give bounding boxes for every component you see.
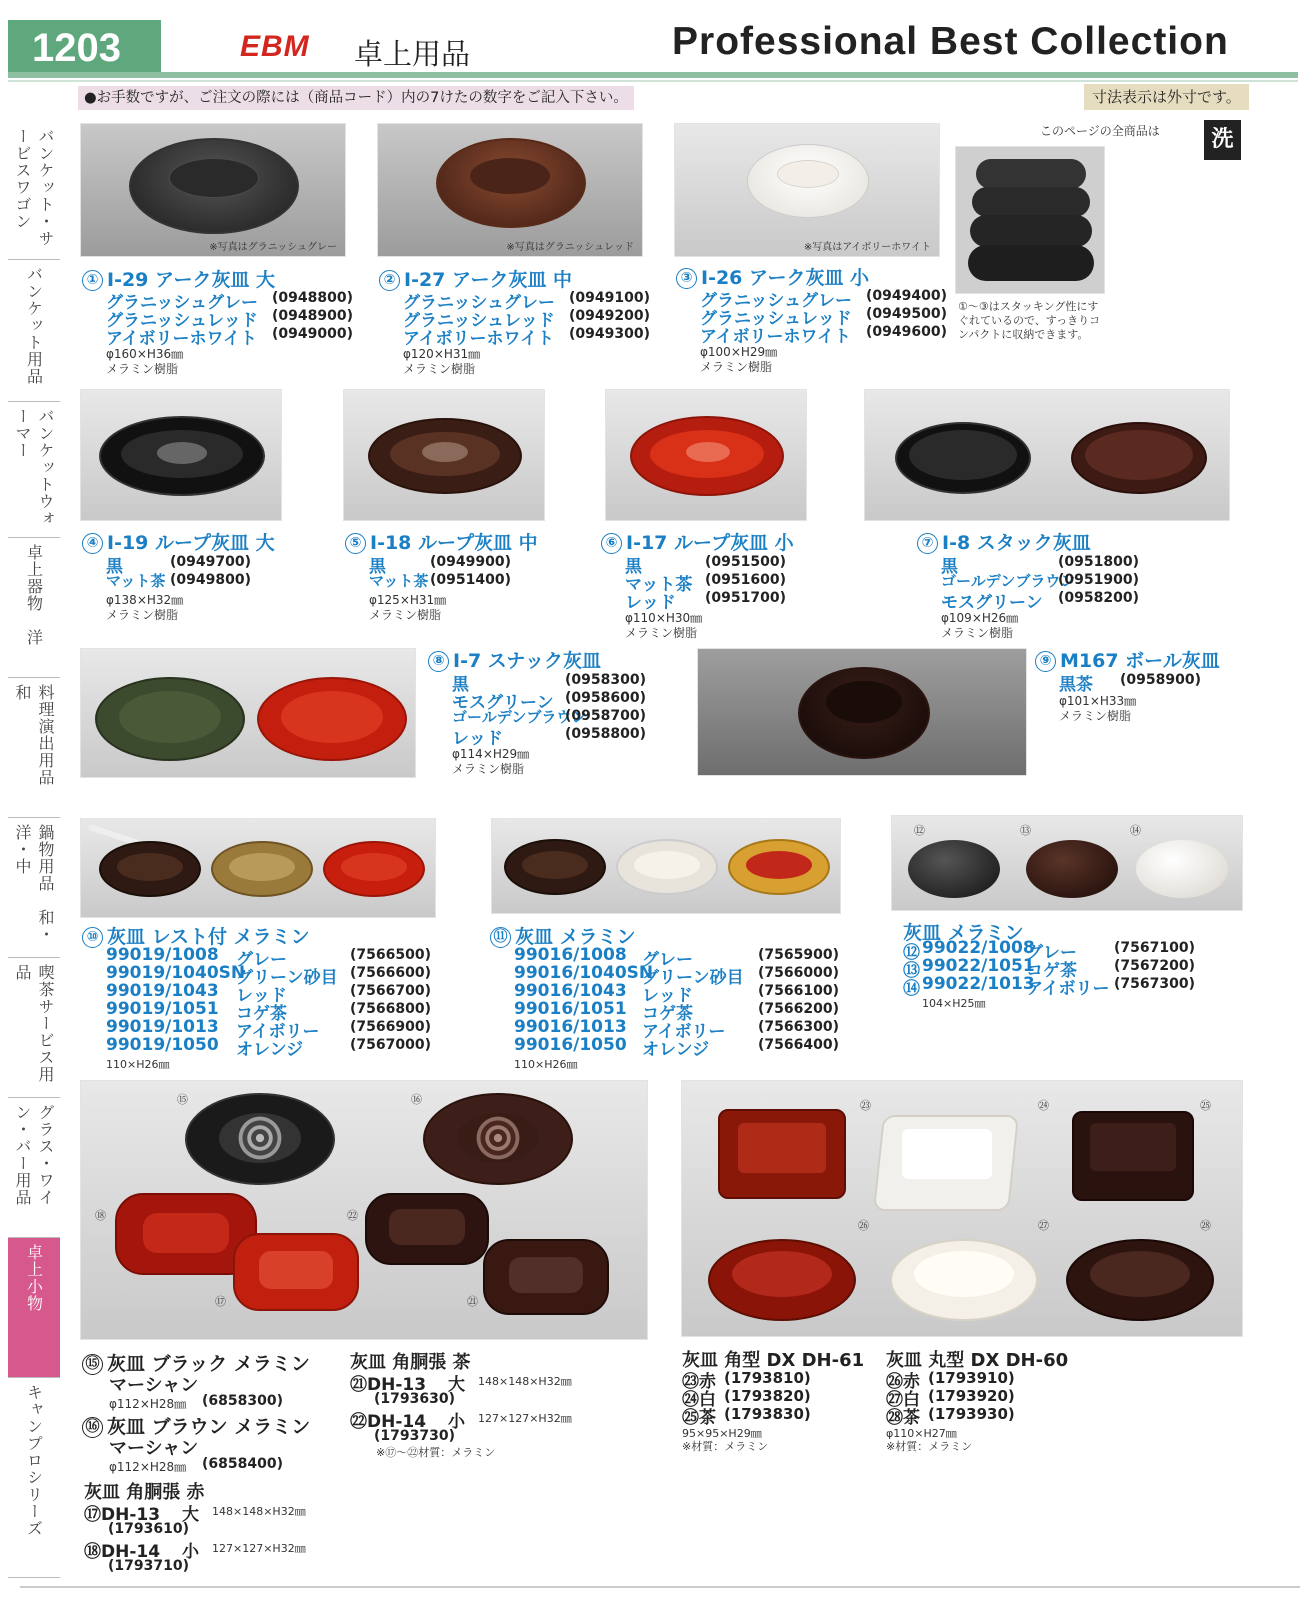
photo-label: ⑱ (95, 1209, 106, 1222)
product-code: (0958200) (1058, 590, 1139, 606)
product-code: (1793630) (374, 1391, 455, 1407)
product-title-dh60: 灰皿 丸型 DX DH-60 (886, 1350, 1069, 1371)
product-photo-11 (491, 818, 841, 914)
product-code: (6858300) (202, 1393, 283, 1409)
product-code: (0949200) (569, 308, 650, 324)
product-material: メラミン樹脂 (403, 362, 476, 376)
product-size: φ112×H28㎜ (109, 1397, 187, 1411)
product-material: メラミン樹脂 (1059, 709, 1132, 723)
product-material: メラミン樹脂 (369, 608, 442, 622)
product-size: 148×148×H32㎜ (212, 1505, 306, 1518)
variant-name: マット茶 (106, 572, 166, 590)
product-code: (1793830) (724, 1405, 811, 1423)
variant-name: 黒 (452, 675, 469, 695)
product-code: (0958900) (1120, 672, 1201, 688)
variant-name: グレー (236, 950, 287, 970)
variant-name: コゲ茶 (1026, 961, 1077, 981)
variant-name: グラニッシュグレー (700, 291, 852, 311)
product-code: (0951900) (1058, 572, 1139, 588)
product-code: (0949900) (430, 554, 511, 570)
photo-label: ⑮ (177, 1093, 188, 1106)
product-code: (1793930) (928, 1405, 1015, 1423)
variant-name: グラニッシュレッド (700, 309, 852, 329)
product-photo-15-22 (80, 1080, 648, 1340)
sidebar-tab-cafe-service[interactable]: 喫茶サービス用品 (8, 958, 60, 1098)
product-title-3: ③ I-26 アーク灰皿 小 (676, 263, 869, 290)
product-code: (0949600) (866, 324, 947, 340)
model-number: 99019/1013 (106, 1017, 219, 1037)
model-number: 99022/1051 (922, 956, 1035, 976)
product-item-21: ㉑DH-13 (350, 1375, 427, 1395)
photo-label: ㉖ (858, 1219, 869, 1232)
product-code: (0949400) (866, 288, 947, 304)
photo-label: ㉕ (1200, 1099, 1211, 1112)
variant-name: ゴールデンブラウン (941, 572, 1076, 590)
product-size: φ160×H36㎜ (106, 347, 184, 361)
stacked-photo (955, 146, 1105, 294)
product-size: φ114×H29㎜ (452, 747, 530, 761)
product-material: メラミン樹脂 (625, 626, 698, 640)
size-grade: 大 (182, 1505, 199, 1525)
model-number: 99016/1013 (514, 1017, 627, 1037)
product-title-10: ⑩ 灰皿 レスト付 メラミン (82, 922, 310, 949)
product-code: (7566700) (350, 983, 431, 999)
product-title-9: ⑨ M167 ボール灰皿 (1035, 646, 1220, 673)
photo-label: ㉗ (1038, 1219, 1049, 1232)
model-number: 99022/1008 (922, 938, 1035, 958)
product-size: φ110×H27㎜ (886, 1427, 957, 1440)
photo-label: ⑯ (411, 1093, 422, 1106)
product-code: (6858400) (202, 1456, 283, 1472)
product-size: 95×95×H29㎜ (682, 1427, 762, 1440)
header-rule-thin (8, 80, 1298, 82)
variant-name: アイボリー (642, 1022, 726, 1042)
product-photo-6 (605, 389, 807, 521)
variant-name: モスグリーン (452, 693, 554, 713)
variant-name: アイボリー (1026, 979, 1110, 999)
product-title-11: ⑪ 灰皿 メラミン (490, 922, 636, 949)
product-title-15: ⑮ 灰皿 ブラック メラミン (82, 1349, 310, 1376)
brand-title: Professional Best Collection (672, 20, 1229, 63)
product-code: (0958800) (565, 726, 646, 742)
product-title-2: ② I-27 アーク灰皿 中 (379, 265, 572, 292)
sidebar-tab-banquet-wagon[interactable]: バンケット・サービスワゴン (8, 122, 60, 260)
product-code: (0949000) (272, 326, 353, 342)
model-number: 99016/1050 (514, 1035, 627, 1055)
size-grade: 小 (182, 1542, 199, 1562)
variant-name: グラニッシュレッド (106, 311, 258, 331)
product-code: (1793920) (928, 1387, 1015, 1405)
product-item-17: ⑰DH-13 (84, 1505, 161, 1525)
product-title-21-22: 灰皿 角胴張 茶 (350, 1352, 471, 1373)
product-code: (1793610) (108, 1521, 189, 1537)
product-item-26: ㉖赤 (886, 1372, 920, 1392)
product-code: (0949100) (569, 290, 650, 306)
product-code: (7567200) (1114, 958, 1195, 974)
model-number: 99019/1040SN (106, 963, 246, 983)
product-size: φ100×H29㎜ (700, 345, 778, 359)
variant-name: アイボリー (236, 1022, 320, 1042)
variant-name: オレンジ (642, 1040, 710, 1060)
product-code: (0949800) (170, 572, 251, 588)
sidebar-tab-table-accessories[interactable]: 卓上小物 (8, 1238, 60, 1378)
product-item-23: ㉓赤 (682, 1372, 716, 1392)
sidebar-tab-cooking-japanese[interactable]: 料理演出用品 和 (8, 678, 60, 818)
product-item-22: ㉒DH-14 (350, 1412, 427, 1432)
product-size: φ112×H28㎜ (109, 1460, 187, 1474)
variant-name: アイボリーホワイト (403, 329, 554, 349)
dishwasher-icon: 洗 (1204, 120, 1241, 160)
product-size: 104×H25㎜ (922, 997, 986, 1010)
product-item-24: ㉔白 (682, 1390, 716, 1410)
variant-name: 黒 (625, 557, 642, 577)
product-size: φ138×H32㎜ (106, 593, 184, 607)
product-code: (0951600) (705, 572, 786, 588)
product-title-7: ⑦ I-8 スタック灰皿 (917, 528, 1091, 555)
variant-name: グリーン砂目 (236, 968, 338, 988)
product-code: (0958300) (565, 672, 646, 688)
product-photo-4 (80, 389, 282, 521)
product-code: (0948900) (272, 308, 353, 324)
product-code: (7566800) (350, 1001, 431, 1017)
footer-rule (20, 1586, 1300, 1588)
model-number: 99016/1008 (514, 945, 627, 965)
product-code: (0958700) (565, 708, 646, 724)
product-code: (7567100) (1114, 940, 1195, 956)
variant-name: レッド (236, 986, 287, 1006)
product-code: (0951800) (1058, 554, 1139, 570)
model-number: 99019/1051 (106, 999, 219, 1019)
product-subtitle: マーシャン (109, 1438, 199, 1459)
product-material: メラミン樹脂 (941, 626, 1014, 640)
page-number: 1203 (8, 20, 161, 76)
header-rule (8, 72, 1298, 78)
variant-name: アイボリーホワイト (700, 327, 851, 347)
product-title-5: ⑤ I-18 ループ灰皿 中 (345, 528, 538, 555)
product-size: 148×148×H32㎜ (478, 1375, 572, 1388)
product-item-25: ㉕茶 (682, 1408, 716, 1428)
product-title-16: ⑯ 灰皿 ブラウン メラミン (82, 1412, 310, 1439)
variant-number: ⑬ (903, 961, 920, 981)
variant-name: グラニッシュレッド (403, 311, 555, 331)
product-item-27: ㉗白 (886, 1390, 920, 1410)
product-item-18: ⑱DH-14 (84, 1542, 161, 1562)
photo-label: ㉓ (860, 1099, 871, 1112)
photo-label: ⑭ (1130, 824, 1141, 837)
product-code: (0949500) (866, 306, 947, 322)
product-material: メラミン樹脂 (700, 360, 773, 374)
variant-name: レッド (642, 986, 693, 1006)
size-note: 寸法表示は外寸です。 (1084, 84, 1249, 110)
variant-name: レッド (625, 593, 676, 613)
photo-label: ㉘ (1200, 1219, 1211, 1232)
product-photo-1 (80, 123, 346, 257)
product-title-12: 灰皿 メラミン (903, 922, 1024, 944)
product-photo-7 (864, 389, 1230, 521)
order-notice: ●お手数ですが、ご注文の際には（商品コード）内の7けたの数字をご記入下さい。 (78, 86, 634, 110)
product-subtitle: マーシャン (109, 1375, 199, 1396)
variant-name: グレー (1026, 943, 1077, 963)
product-code: (0949300) (569, 326, 650, 342)
model-number: 99022/1013 (922, 974, 1035, 994)
sidebar-tab-glass-wine-bar[interactable]: グラス・ワイン・バー用品 (8, 1098, 60, 1238)
product-size: φ110×H30㎜ (625, 611, 703, 625)
product-code: (7566500) (350, 947, 431, 963)
variant-name: マット茶 (625, 575, 693, 595)
variant-name: アイボリーホワイト (106, 329, 257, 349)
product-code: (0949700) (170, 554, 251, 570)
product-material: メラミン樹脂 (106, 362, 179, 376)
product-code: (7566100) (758, 983, 839, 999)
product-photo-23-28 (681, 1080, 1243, 1337)
product-photo-5 (343, 389, 545, 521)
stacking-note: ①〜③はスタッキング性にすぐれているので、すっきりコンパクトに収納できます。 (958, 300, 1101, 341)
variant-name: オレンジ (236, 1040, 304, 1060)
model-number: 99019/1050 (106, 1035, 219, 1055)
product-code: (7566900) (350, 1019, 431, 1035)
model-number: 99019/1008 (106, 945, 219, 965)
product-code: (7567300) (1114, 976, 1195, 992)
photo-label: ㉔ (1038, 1099, 1049, 1112)
product-code: (1793820) (724, 1387, 811, 1405)
product-code: (0951400) (430, 572, 511, 588)
product-code: (0951700) (705, 590, 786, 606)
model-number: 99016/1040SN (514, 963, 654, 983)
product-title-6: ⑥ I-17 ループ灰皿 小 (601, 528, 794, 555)
variant-name: 黒 (941, 557, 958, 577)
sidebar-tab-pot-goods[interactable]: 鍋物用品 和・洋・中 (8, 818, 60, 958)
sidebar-tab-tableware-western[interactable]: 卓上器物 洋 (8, 538, 60, 678)
product-code: (1793730) (374, 1428, 455, 1444)
product-photo-8 (80, 648, 416, 778)
brand-logo: EBM (240, 30, 310, 63)
product-code: (1793910) (928, 1369, 1015, 1387)
product-size: φ101×H33㎜ (1059, 694, 1137, 708)
variant-name: 黒 (106, 557, 123, 577)
variant-name: ゴールデンブラウン (452, 708, 587, 726)
product-code: (0948800) (272, 290, 353, 306)
sidebar-tab-camppro-series[interactable]: キャンプロシリーズ (8, 1378, 60, 1578)
photo-label: ㉒ (347, 1209, 358, 1222)
photo-label: ㉑ (467, 1295, 478, 1308)
product-size: 110×H26㎜ (106, 1058, 170, 1071)
variant-number: ⑫ (903, 943, 920, 963)
model-number: 99016/1043 (514, 981, 627, 1001)
variant-name: 黒 (369, 557, 386, 577)
product-title-4: ④ I-19 ループ灰皿 大 (82, 528, 275, 555)
wash-note: このページの全商品は (1040, 124, 1160, 138)
product-code: (0958600) (565, 690, 646, 706)
model-number: 99016/1051 (514, 999, 627, 1019)
size-grade: 大 (448, 1375, 465, 1395)
category-title: 卓上用品 (354, 37, 471, 71)
product-code: (1793810) (724, 1369, 811, 1387)
product-code: (7566000) (758, 965, 839, 981)
variant-name: モスグリーン (941, 593, 1043, 613)
variant-number: ⑭ (903, 979, 920, 999)
product-photo-10 (80, 818, 436, 918)
product-size: φ109×H26㎜ (941, 611, 1019, 625)
photo-caption-2: ※写真はグラニッシュレッド (506, 242, 634, 253)
product-code: (7566600) (350, 965, 431, 981)
sidebar-tab-banquet-warmer[interactable]: バンケットウォーマー (8, 402, 60, 538)
variant-name: マット茶 (369, 572, 429, 590)
variant-name: 黒茶 (1059, 675, 1093, 695)
product-material: メラミン樹脂 (452, 762, 525, 776)
material-note: ※材質：メラミン (682, 1440, 769, 1453)
product-size: 127×127×H32㎜ (212, 1542, 306, 1555)
product-title-8: ⑧ I-7 スナック灰皿 (428, 646, 601, 673)
photo-label: ⑰ (215, 1295, 226, 1308)
photo-caption-3: ※写真はアイボリーホワイト (803, 242, 931, 253)
variant-name: グラニッシュグレー (106, 293, 258, 313)
size-grade: 小 (448, 1412, 465, 1432)
product-code: (7566200) (758, 1001, 839, 1017)
product-material: メラミン樹脂 (106, 608, 179, 622)
product-photo-3 (674, 123, 940, 257)
product-photo-12-14 (891, 815, 1243, 911)
product-size: 110×H26㎜ (514, 1058, 578, 1071)
product-photo-9 (697, 648, 1027, 776)
product-title-17-18: 灰皿 角胴張 赤 (84, 1482, 205, 1503)
product-code: (7565900) (758, 947, 839, 963)
photo-label: ⑬ (1020, 824, 1031, 837)
product-code: (7567000) (350, 1037, 431, 1053)
variant-name: グラニッシュグレー (403, 293, 555, 313)
photo-label: ⑫ (914, 824, 925, 837)
product-size: 127×127×H32㎜ (478, 1412, 572, 1425)
variant-name: コゲ茶 (642, 1004, 693, 1024)
sidebar-tab-banquet-goods[interactable]: バンケット用品 (8, 260, 60, 402)
variant-name: レッド (452, 729, 503, 749)
product-title-dh61: 灰皿 角型 DX DH-61 (682, 1350, 865, 1371)
variant-name: グリーン砂目 (642, 968, 744, 988)
product-photo-2 (377, 123, 643, 257)
product-code: (0951500) (705, 554, 786, 570)
product-size: φ120×H31㎜ (403, 347, 481, 361)
variant-name: コゲ茶 (236, 1004, 287, 1024)
material-note: ※材質：メラミン (886, 1440, 973, 1453)
variant-name: グレー (642, 950, 693, 970)
product-size: φ125×H31㎜ (369, 593, 447, 607)
material-note: ※⑰〜㉒材質：メラミン (376, 1446, 496, 1459)
product-title-1: ① I-29 アーク灰皿 大 (82, 265, 275, 292)
product-item-28: ㉘茶 (886, 1408, 920, 1428)
product-code: (1793710) (108, 1558, 189, 1574)
model-number: 99019/1043 (106, 981, 219, 1001)
photo-caption-1: ※写真はグラニッシュグレー (209, 242, 337, 253)
product-code: (7566400) (758, 1037, 839, 1053)
product-code: (7566300) (758, 1019, 839, 1035)
